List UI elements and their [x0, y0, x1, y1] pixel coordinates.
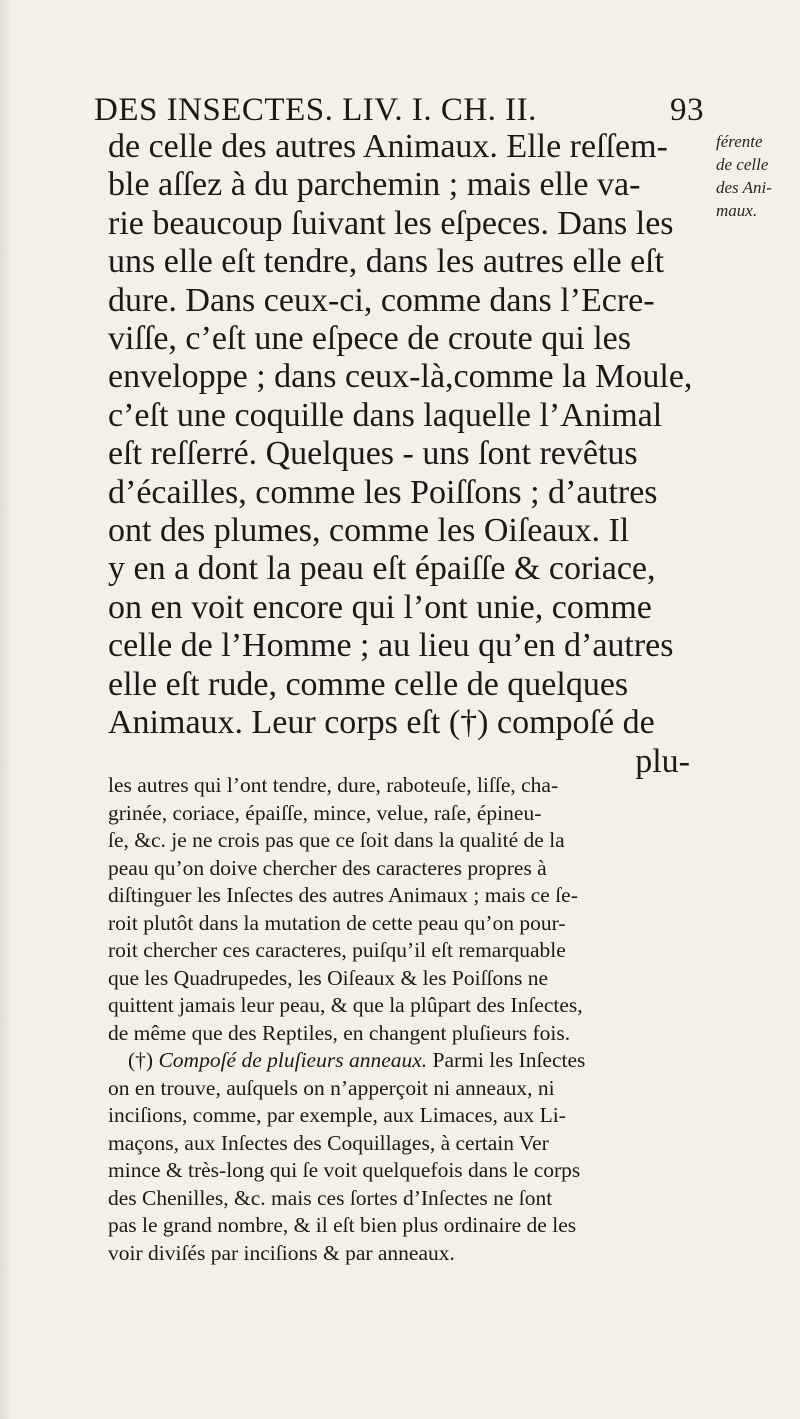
footnote-line: peau qu’on doive chercher des caracteres propres à — [108, 855, 547, 880]
page-number: 93 — [670, 92, 704, 128]
main-text-line: eſt reſſerré. Quelques - uns ſont revêtus — [108, 435, 638, 473]
margin-note — [716, 130, 796, 222]
footnote-line: de même que des Reptiles, en changent pluſieurs fois. — [108, 1020, 571, 1045]
footnote-line: que les Quadrupedes, les Oiſeaux & les Poiſſons ne — [108, 965, 549, 990]
main-text-line: ont des plumes, comme les Oiſeaux. Il — [108, 512, 630, 550]
main-text-line: rie beaucoup ſuivant les eſpeces. Dans les — [108, 204, 674, 242]
dagger-footnote-first-line — [108, 1047, 718, 1075]
footnote-line: diſtinguer les Inſectes des autres Animaux ; mais ce ſe- — [108, 883, 578, 907]
main-text-line: c’eſt une coquille dans laquelle l’Animal — [108, 396, 663, 434]
page-header — [94, 92, 704, 129]
margin-note-line: de celle — [716, 155, 769, 174]
dagger-footnote-line: des Chenilles, &c. mais ces ſortes d’Inſectes ne ſont — [108, 1185, 553, 1210]
footnotes — [108, 772, 718, 1267]
main-text-line: viſſe, c’eſt une eſpece de croute qui les — [108, 320, 631, 358]
dagger-footnote-term: Compoſé de pluſieurs anneaux. — [158, 1048, 428, 1072]
footnote-line: roit chercher ces caracteres, puiſqu’il eſt remarquable — [108, 938, 566, 962]
dagger-footnote-line: pas le grand nombre, & il eſt bien plus ordinaire de les — [108, 1213, 577, 1237]
dagger-footnote-line: inciſions, comme, par exemple, aux Limaces, aux Li- — [108, 1103, 566, 1127]
footnote-line: grinée, coriace, épaiſſe, mince, velue, raſe, épineu- — [108, 800, 542, 825]
footnote-line: ſe, &c. je ne crois pas que ce ſoit dans la qualité de la — [108, 828, 565, 852]
main-text-line: d’écailles, comme les Poiſſons ; d’autres — [108, 473, 658, 511]
margin-note-line: férente — [716, 132, 763, 151]
dagger-footnote-line: mince & très-long qui ſe voit quelquefois dans le corps — [108, 1158, 581, 1182]
main-text-line: y en a dont la peau eſt épaiſſe & coriace, — [108, 550, 656, 588]
main-text-line: celle de l’Homme ; au lieu qu’en d’autres — [108, 627, 674, 665]
dagger-footnote-continuation: Parmi les Inſectes — [427, 1048, 586, 1072]
margin-note-line: des Ani- — [716, 178, 772, 197]
page-edge-shadow — [0, 0, 12, 1419]
footnote-line: roit plutôt dans la mutation de cette peau qu’on pour- — [108, 910, 566, 935]
footnote-line: les autres qui l’ont tendre, dure, raboteuſe, liſſe, cha- — [108, 773, 559, 797]
dagger-footnote-line: maçons, aux Inſectes des Coquillages, à certain Ver — [108, 1130, 549, 1155]
main-text-line: de celle des autres Animaux. Elle reſſem- — [108, 128, 668, 165]
main-text-line: Animaux. Leur corps eſt (†) compoſé de — [108, 704, 655, 742]
main-text-line: enveloppe ; dans ceux-là,comme la Moule, — [108, 358, 693, 396]
margin-note-line: maux. — [716, 201, 758, 220]
main-text-line: on en voit encore qui l’ont unie, comme — [108, 588, 652, 626]
running-head: DES INSECTES. LIV. I. CH. II. — [94, 92, 537, 128]
dagger-marker: (†) — [128, 1048, 154, 1072]
dagger-footnote-line: voir diviſés par inciſions & par anneaux. — [108, 1240, 455, 1265]
footnote-line: quittent jamais leur peau, & que la plûpart des Inſectes, — [108, 993, 583, 1017]
main-text — [108, 128, 708, 781]
catchword: plu- — [635, 742, 690, 780]
main-text-line: dure. Dans ceux-ci, comme dans l’Ecre- — [108, 281, 655, 319]
main-text-line: elle eſt rude, comme celle de quelques — [108, 665, 629, 703]
main-text-line: uns elle eſt tendre, dans les autres elle eſt — [108, 243, 665, 281]
main-text-line: ble aſſez à du parchemin ; mais elle va- — [108, 166, 641, 204]
dagger-footnote-line: on en trouve, auſquels on n’apperçoit ni anneaux, ni — [108, 1075, 555, 1100]
